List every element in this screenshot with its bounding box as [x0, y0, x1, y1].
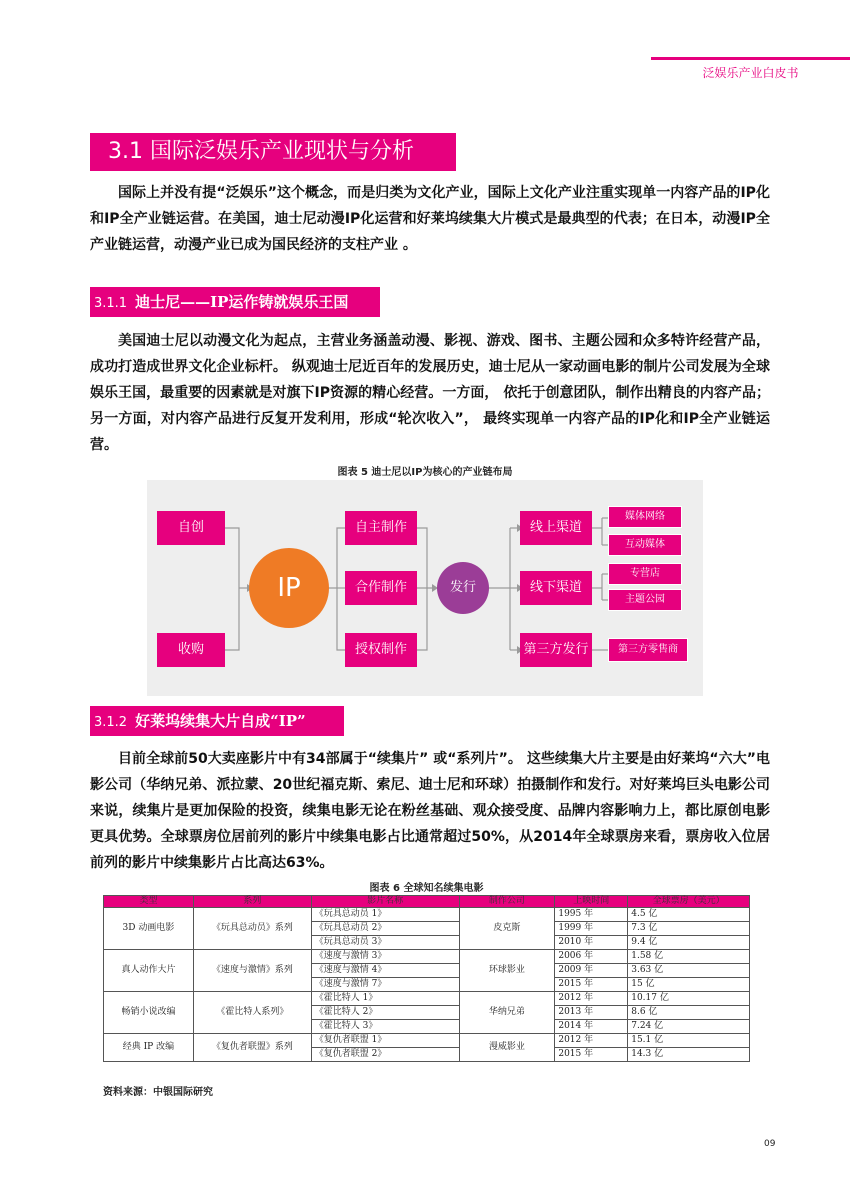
- channel-box-online: 线上渠道: [520, 511, 592, 545]
- year-cell: 2010 年: [555, 936, 628, 950]
- production-box-co: 合作制作: [345, 571, 417, 605]
- year-cell: 2015 年: [555, 978, 628, 992]
- type-cell: 畅销小说改编: [104, 992, 194, 1034]
- outlet-box-third-party-retail: 第三方零售商: [608, 638, 688, 662]
- ip-core-circle: IP: [249, 548, 329, 628]
- type-cell: 真人动作大片: [104, 950, 194, 992]
- figure-caption: 图表 5 迪士尼以IP为核心的产业链布局: [337, 467, 513, 478]
- film-cell: 《玩具总动员 1》: [311, 908, 459, 922]
- column-header: 上映时间: [555, 896, 628, 908]
- film-cell: 《玩具总动员 3》: [311, 936, 459, 950]
- sequel-films-table: [103, 895, 750, 1062]
- channel-box-offline: 线下渠道: [520, 571, 592, 605]
- year-cell: 2014 年: [555, 1020, 628, 1034]
- box-office-cell: 15.1 亿: [628, 1034, 750, 1048]
- outlet-box-theme-park: 主题公园: [608, 589, 682, 611]
- column-header: 类型: [104, 896, 194, 908]
- box-office-cell: 4.5 亿: [628, 908, 750, 922]
- ip-chain-diagram: [147, 480, 703, 696]
- company-cell: 环球影业: [459, 950, 555, 992]
- box-office-cell: 14.3 亿: [628, 1048, 750, 1062]
- box-office-cell: 1.58 亿: [628, 950, 750, 964]
- type-cell: 经典 IP 改编: [104, 1034, 194, 1062]
- company-cell: 漫威影业: [459, 1034, 555, 1062]
- column-header: 制作公司: [459, 896, 555, 908]
- table-caption: 图表 6 全球知名续集电影: [369, 883, 484, 894]
- year-cell: 2012 年: [555, 1034, 628, 1048]
- page-number: 09: [764, 1139, 776, 1149]
- series-cell: 《霍比特人系列》: [193, 992, 311, 1034]
- film-cell: 《霍比特人 1》: [311, 992, 459, 1006]
- table-header-row: [104, 896, 750, 908]
- year-cell: 2015 年: [555, 1048, 628, 1062]
- column-header: 影片名称: [311, 896, 459, 908]
- year-cell: 2009 年: [555, 964, 628, 978]
- outlet-box-store: 专营店: [608, 563, 682, 585]
- subsection-number: 3.1.2: [94, 715, 128, 730]
- subsection-title: 迪士尼——IP运作铸就娱乐王国: [135, 293, 349, 311]
- subsection-heading-disney: [90, 287, 380, 317]
- section-title: 3.1 国际泛娱乐产业现状与分析: [90, 133, 456, 171]
- box-office-cell: 9.4 亿: [628, 936, 750, 950]
- running-header: 泛娱乐产业白皮书: [702, 66, 799, 80]
- table-row: [104, 1034, 750, 1048]
- year-cell: 2013 年: [555, 1006, 628, 1020]
- column-header: 全球票房（美元）: [628, 896, 750, 908]
- box-office-cell: 7.3 亿: [628, 922, 750, 936]
- production-box-licensed: 授权制作: [345, 633, 417, 667]
- table-row: [104, 992, 750, 1006]
- film-cell: 《霍比特人 2》: [311, 1006, 459, 1020]
- subsection-heading-hollywood: [90, 706, 344, 736]
- source-box-acquisition: 收购: [157, 633, 225, 667]
- disney-paragraph: 美国迪士尼以动漫文化为起点，主营业务涵盖动漫、影视、游戏、图书、主题公园和众多特许经营产品，成功打造成世界文化企业标杆。 纵观迪士尼近百年的发展历史，迪士尼从一家动画电影的制片公司发展为全球娱乐王国，最重要的因素就是对旗下IP资源的精心经营。一方面， 依托于创意团队，制作出精良的内容产品；另一方面，对内容产品进行反复开发利用，形成“轮次收入”， 最终实现单一内容产品的IP化和IP全产业链运营。: [90, 333, 770, 453]
- film-cell: 《复仇者联盟 1》: [311, 1034, 459, 1048]
- subsection-title: 好莱坞续集大片自成“IP”: [135, 712, 306, 730]
- channel-box-third-party: 第三方发行: [520, 633, 592, 667]
- film-cell: 《玩具总动员 2》: [311, 922, 459, 936]
- film-cell: 《速度与激情 3》: [311, 950, 459, 964]
- film-cell: 《复仇者联盟 2》: [311, 1048, 459, 1062]
- production-box-self: 自主制作: [345, 511, 417, 545]
- year-cell: 2012 年: [555, 992, 628, 1006]
- source-box-original: 自创: [157, 511, 225, 545]
- box-office-cell: 10.17 亿: [628, 992, 750, 1006]
- year-cell: 2006 年: [555, 950, 628, 964]
- section-intro-paragraph: 国际上并没有提“泛娱乐”这个概念，而是归类为文化产业，国际上文化产业注重实现单一内容产品的IP化和IP全产业链运营。在美国，迪士尼动漫IP化运营和好莱坞续集大片模式是最典型的代表；在日本，动漫IP全产业链运营，动漫产业已成为国民经济的支柱产业 。: [90, 185, 770, 253]
- outlet-box-media-network: 媒体网络: [608, 506, 682, 528]
- box-office-cell: 15 亿: [628, 978, 750, 992]
- film-cell: 《速度与激情 4》: [311, 964, 459, 978]
- table-row: [104, 950, 750, 964]
- distribution-circle: 发行: [437, 562, 489, 614]
- year-cell: 1999 年: [555, 922, 628, 936]
- outlet-box-interactive-media: 互动媒体: [608, 534, 682, 556]
- series-cell: 《速度与激情》系列: [193, 950, 311, 992]
- box-office-cell: 7.24 亿: [628, 1020, 750, 1034]
- company-cell: 华纳兄弟: [459, 992, 555, 1034]
- series-cell: 《玩具总动员》系列: [193, 908, 311, 950]
- hollywood-paragraph: 目前全球前50大卖座影片中有34部属于“续集片” 或“系列片”。 这些续集大片主要是由好莱坞“六大”电影公司（华纳兄弟、派拉蒙、20世纪福克斯、索尼、迪士尼和环球）拍摄制作和发行。对好莱坞巨头电影公司来说，续集片是更加保险的投资，续集电影无论在粉丝基础、观众接受度、品牌内容影响力上，都比原创电影更具优势。全球票房位居前列的影片中续集电影占比通常超过50%，从2014年全球票房来看，票房收入位居前列的影片中续集影片占比高达63%。: [90, 751, 770, 871]
- film-cell: 《速度与激情 7》: [311, 978, 459, 992]
- box-office-cell: 8.6 亿: [628, 1006, 750, 1020]
- series-cell: 《复仇者联盟》系列: [193, 1034, 311, 1062]
- type-cell: 3D 动画电影: [104, 908, 194, 950]
- film-cell: 《霍比特人 3》: [311, 1020, 459, 1034]
- column-header: 系列: [193, 896, 311, 908]
- table-row: [104, 908, 750, 922]
- subsection-number: 3.1.1: [94, 296, 128, 311]
- company-cell: 皮克斯: [459, 908, 555, 950]
- box-office-cell: 3.63 亿: [628, 964, 750, 978]
- year-cell: 1995 年: [555, 908, 628, 922]
- table-source-note: 资料来源：中银国际研究: [103, 1087, 213, 1098]
- header-rule: [651, 57, 850, 60]
